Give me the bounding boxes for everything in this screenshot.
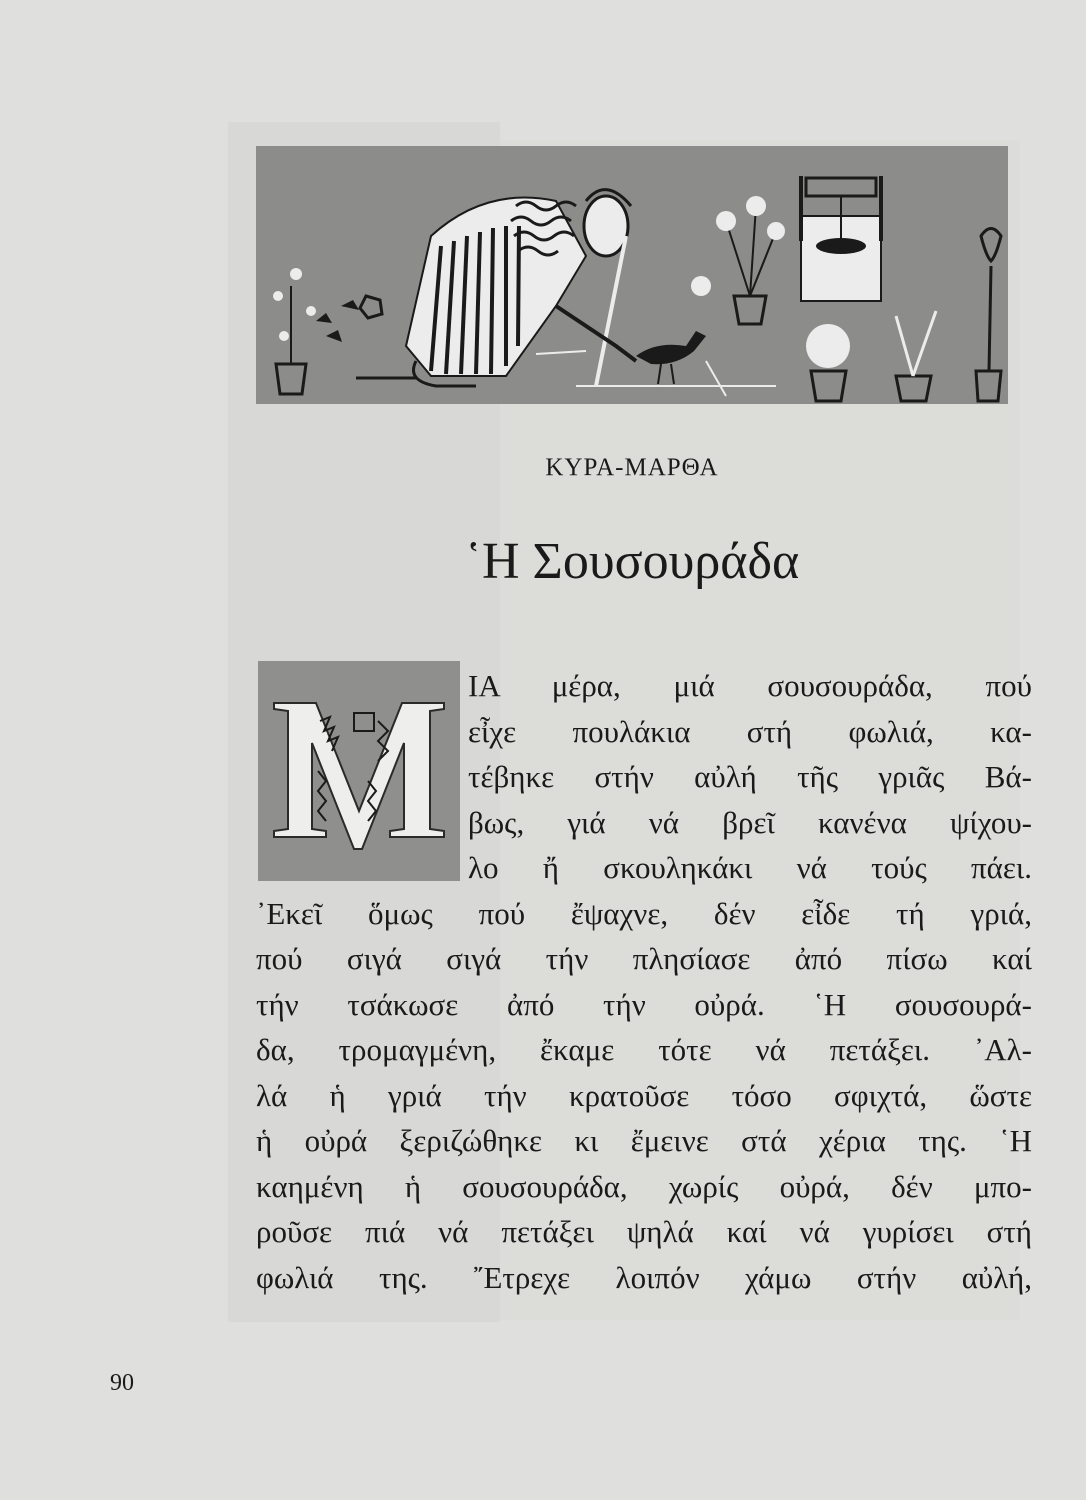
body-line: λο ἤ σκουληκάκι νά τούς πάει. bbox=[468, 850, 1032, 885]
water-well-icon bbox=[801, 176, 881, 301]
story-body bbox=[256, 663, 1032, 1300]
page-number: 90 bbox=[110, 1370, 134, 1396]
body-line: βως, γιά νά βρεῖ κανένα ψίχου- bbox=[468, 804, 1032, 840]
body-line: εἶχε πουλάκια στή φωλιά, κα- bbox=[468, 713, 1032, 749]
chapter-kicker: ΚΥΡΑ-ΜΑΡΘΑ bbox=[545, 454, 719, 481]
story-title: ῾Η Σουσουράδα bbox=[464, 533, 800, 590]
body-line: τήν τσάκωσε ἀπό τήν οὐρά. ῾Η σουσουρά- bbox=[256, 986, 1032, 1022]
body-line: ροῦσε πιά νά πετάξει ψηλά καί νά γυρίσει στή bbox=[256, 1214, 1032, 1249]
body-line: ΙΑ μέρα, μιά σουσουράδα, πού bbox=[468, 668, 1032, 703]
body-line: καημένη ἡ σουσουράδα, χωρίς οὐρά, δέν μπο- bbox=[256, 1168, 1032, 1204]
body-line: ἡ οὐρά ξεριζώθηκε κι ἔμεινε στά χέρια της. ῾Η bbox=[256, 1123, 1032, 1158]
old-woman-and-wagtail-illustration bbox=[256, 146, 1008, 404]
body-line: λά ἡ γριά τήν κρατοῦσε τόσο σφιχτά, ὥστε bbox=[256, 1077, 1032, 1113]
body-line: πού σιγά σιγά τήν πλησίασε ἀπό πίσω καί bbox=[256, 941, 1032, 976]
body-line: ᾿Εκεῖ ὅμως πού ἔψαχνε, δέν εἶδε τή γριά, bbox=[256, 895, 1032, 931]
body-line: φωλιά της. ῎Ετρεχε λοιπόν χάμω στήν αὐλή, bbox=[256, 1259, 1032, 1295]
body-line: δα, τρομαγμένη, ἔκαμε τότε νά πετάξει. ᾿Αλ- bbox=[256, 1032, 1032, 1067]
body-line: τέβηκε στήν αὐλή τῆς γριᾶς Βά- bbox=[468, 759, 1032, 794]
